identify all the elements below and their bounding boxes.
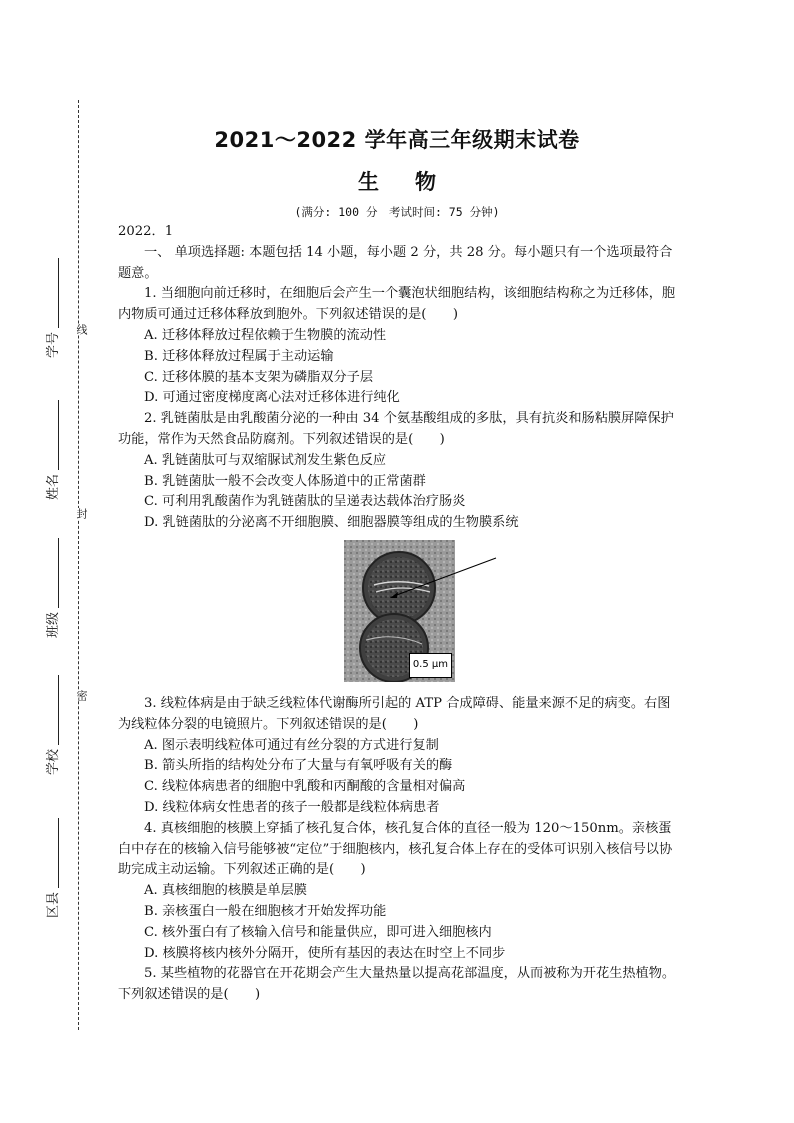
binding-dashed-line — [78, 100, 79, 1030]
question-3 — [118, 694, 678, 819]
binding-char-mi: 密 — [75, 690, 88, 701]
option-c: C. 核外蛋白有了核输入信号和能量供应，即可进入细胞核内 — [144, 924, 492, 940]
question-stem: 1. 当细胞向前迁移时，在细胞后会产生一个囊泡状细胞结构，该细胞结构称之为迁移体，胞内物质可通过迁移体释放到胞外。下列叙述错误的是( ) — [118, 286, 676, 323]
option-b: B. 乳链菌肽一般不会改变人体肠道中的正常菌群 — [144, 473, 426, 489]
question-stem: 2. 乳链菌肽是由乳酸菌分泌的一种由 34 个氨基酸组成的多肽，具有抗炎和肠粘膜屏障保护功能，常作为天然食品防腐剂。下列叙述错误的是( ) — [118, 411, 674, 447]
question-stem: 5. 某些植物的花器官在开花期会产生大量热量以提高花部温度，从而被称为开花生热植物。下列叙述错误的是( ) — [118, 966, 676, 1003]
field-name — [42, 400, 61, 500]
question-stem: 4. 真核细胞的核膜上穿插了核孔复合体，核孔复合体的直径一般为 120～150nm。亲核蛋白中存在的核输入信号能够被“定位”于细胞核内，核孔复合体上存在的受体可识别入核信号以协助完成主动运输。下列叙述正确的是( ) — [118, 820, 673, 878]
field-student-id — [42, 258, 61, 358]
question-2 — [118, 409, 678, 534]
scale-bar-label: 0.5 μm — [409, 653, 452, 678]
question-4 — [118, 819, 678, 965]
field-school-label: 学校 — [46, 748, 61, 775]
field-school-line — [58, 675, 59, 745]
section-heading: 一、 单项选择题: 本题包括 14 小题，每小题 2 分，共 28 分。每小题只有一个选项最符合题意。 — [118, 244, 673, 281]
option-a: A. 真核细胞的核膜是单层膜 — [144, 883, 307, 899]
field-student-id-line — [58, 258, 59, 328]
exam-title: 2021～2022 学年高三年级期末试卷 — [214, 128, 580, 152]
subject-title: 生物 — [358, 169, 472, 194]
option-c: C. 可利用乳酸菌作为乳链菌肽的呈递表达载体治疗肠炎 — [144, 494, 466, 510]
question-1 — [118, 284, 678, 409]
option-c: C. 迁移体膜的基本支架为磷脂双分子层 — [144, 369, 374, 385]
field-class-label: 班级 — [46, 611, 61, 638]
field-school — [42, 675, 61, 775]
field-district-line — [58, 818, 59, 888]
field-class — [42, 538, 61, 638]
option-a: A. 迁移体释放过程依赖于生物膜的流动性 — [144, 327, 387, 343]
field-district-label: 区县 — [46, 891, 61, 918]
arrow-indicator — [388, 554, 498, 604]
option-c: C. 线粒体病患者的细胞中乳酸和丙酮酸的含量相对偏高 — [144, 779, 466, 795]
option-a: A. 乳链菌肽可与双缩脲试剂发生紫色反应 — [144, 452, 387, 468]
question-5 — [118, 964, 678, 1006]
question-stem: 3. 线粒体病是由于缺乏线粒体代谢酶所引起的 ATP 合成障碍、能量来源不足的病变。右图为线粒体分裂的电镜照片。下列叙述错误的是( ) — [118, 695, 671, 732]
binding-char-xian: 线 — [75, 324, 88, 335]
option-b: B. 迁移体释放过程属于主动运输 — [144, 348, 334, 364]
binding-char-feng: 封 — [75, 508, 88, 519]
field-class-line — [58, 538, 59, 608]
field-name-label: 姓名 — [46, 473, 61, 500]
option-a: A. 图示表明线粒体可通过有丝分裂的方式进行复制 — [144, 737, 439, 753]
exam-info: (满分: 100 分 考试时间: 75 分钟) — [294, 205, 500, 219]
option-d: D. 乳链菌肽的分泌离不开细胞膜、细胞器膜等组成的生物膜系统 — [144, 515, 519, 531]
field-name-line — [58, 400, 59, 470]
option-b: B. 箭头所指的结构处分布了大量与有氧呼吸有关的酶 — [144, 758, 453, 774]
field-student-id-label: 学号 — [46, 331, 61, 358]
exam-date: 2022．1 — [118, 224, 174, 239]
option-d: D. 可通过密度梯度离心法对迁移体进行纯化 — [144, 390, 400, 406]
mitochondria-figure — [118, 534, 678, 694]
exam-content — [118, 222, 678, 1006]
option-d: D. 核膜将核内核外分隔开，使所有基因的表达在时空上不同步 — [144, 945, 506, 961]
option-d: D. 线粒体病女性患者的孩子一般都是线粒体病患者 — [144, 799, 440, 815]
field-district — [42, 818, 61, 918]
option-b: B. 亲核蛋白一般在细胞核才开始发挥功能 — [144, 903, 387, 919]
